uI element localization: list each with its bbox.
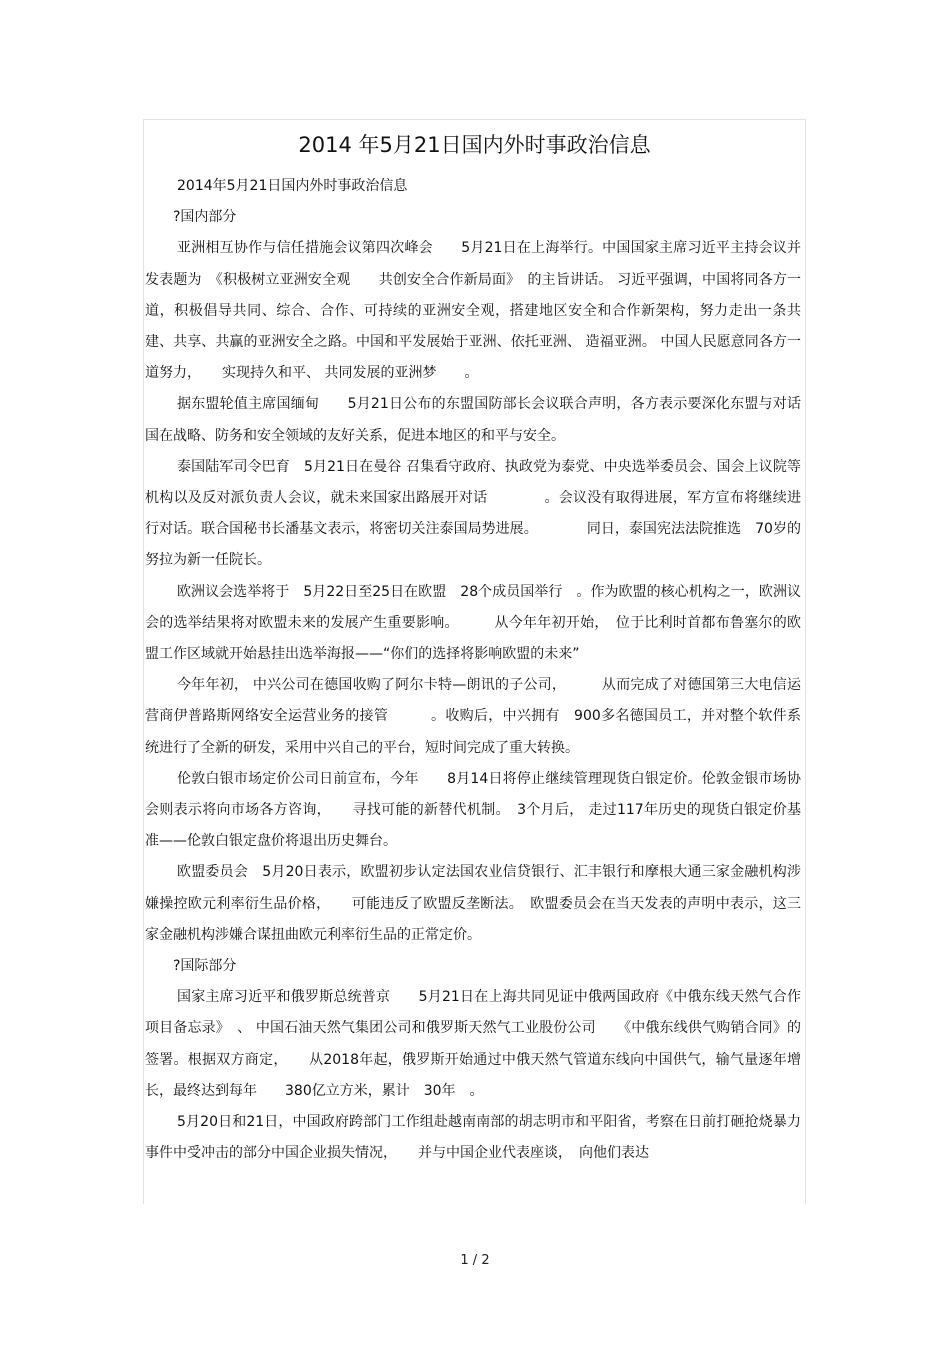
section-label-international: ?国际部分 [173, 958, 237, 975]
paragraph: 5月20日和21日，中国政府跨部门工作组赴越南南部的胡志明市和平阳省，考察在日前打砸抢烧暴力事件中受冲击的部分中国企业损失情况， 并与中国企业代表座谈， 向他们表达 [145, 1114, 801, 1162]
document-body [145, 171, 801, 1201]
page-number: 1 / 2 [460, 1253, 490, 1268]
document-subtitle: 2014年5月21日国内外时事政治信息 [177, 178, 408, 194]
document-title: 2014 年5月21日国内外时事政治信息 [298, 133, 651, 157]
section-label-domestic: ?国内部分 [173, 209, 237, 226]
paragraph: 欧洲议会选举将于 5月22日至25日在欧盟 28个成员国举行 。作为欧盟的核心机构之一，欧洲议会的选举结果将对欧盟未来的发展产生重要影响。 从今年年初开始， 位于比利时首都布鲁塞尔的欧盟工作区域就开始悬挂出选举海报——“你们的选择将影响欧盟的未来” [145, 583, 801, 663]
paragraph: 国家主席习近平和俄罗斯总统普京 5月21日在上海共同见证中俄两国政府《中俄东线天然气合作项目备忘录》 、 中国石油天然气集团公司和俄罗斯天然气工业股份公司 《中俄东线供气购销合同》的签署。根据双方商定， 从2018年起，俄罗斯开始通过中俄天然气管道东线向中国供气，输气量逐年增长，最终达到每年 380亿立方米，累计 30年 。 [145, 989, 801, 1099]
paragraph: 欧盟委员会 5月20日表示，欧盟初步认定法国农业信贷银行、汇丰银行和摩根大通三家金融机构涉嫌操控欧元利率衍生品价格， 可能违反了欧盟反垄断法。 欧盟委员会在当天发表的声明中表示，这三家金融机构涉嫌合谋扭曲欧元利率衍生品的正常定价。 [145, 864, 801, 943]
paragraph: 据东盟轮值主席国缅甸 5月21日公布的东盟国防部长会议联合声明，各方表示要深化东盟与对话国在战略、防务和安全领域的友好关系，促进本地区的和平与安全。 [145, 396, 801, 444]
paragraph: 今年年初， 中兴公司在德国收购了阿尔卡特—朗讯的子公司， 从而完成了对德国第三大电信运营商伊普路斯网络安全运营业务的接管 。收购后，中兴拥有 900多名德国员工，并对整个软件系统进行了全新的研发，采用中兴自己的平台，短时间完成了重大转换。 [145, 677, 801, 756]
paragraph: 亚洲相互协作与信任措施会议第四次峰会 5月21日在上海举行。中国国家主席习近平主持会议并发表题为 《积极树立亚洲安全观 共创安全合作新局面》 的主旨讲话。 习近平强调，中国将同各方一道，积极倡导共同、综合、合作、可持续的亚洲安全观，搭建地区安全和合作新架构，努力走出一条共建、共享、共赢的亚洲安全之路。中国和平发展始于亚洲、依托亚洲、 造福亚洲。 中国人民愿意同各方一道努力， 实现持久和平、 共同发展的亚洲梦 。 [145, 240, 801, 382]
paragraph: 伦敦白银市场定价公司日前宣布，今年 8月14日将停止继续管理现货白银定价。伦敦金银市场协会则表示将向市场各方咨询， 寻找可能的新替代机制。 3个月后， 走过117年历史的现货白银定价基准——伦敦白银定盘价将退出历史舞台。 [145, 770, 801, 850]
paragraph: 泰国陆军司令巴育 5月21日在曼谷 召集看守政府、执政党为泰党、中央选举委员会、国会上议院等机构以及反对派负责人会议，就未来国家出路展开对话 。会议没有取得进展，军方宣布将继续进行对话。联合国秘书长潘基文表示，将密切关注泰国局势进展。 同日，泰国宪法法院推选 70岁的努拉为新一任院长。 [145, 458, 801, 569]
